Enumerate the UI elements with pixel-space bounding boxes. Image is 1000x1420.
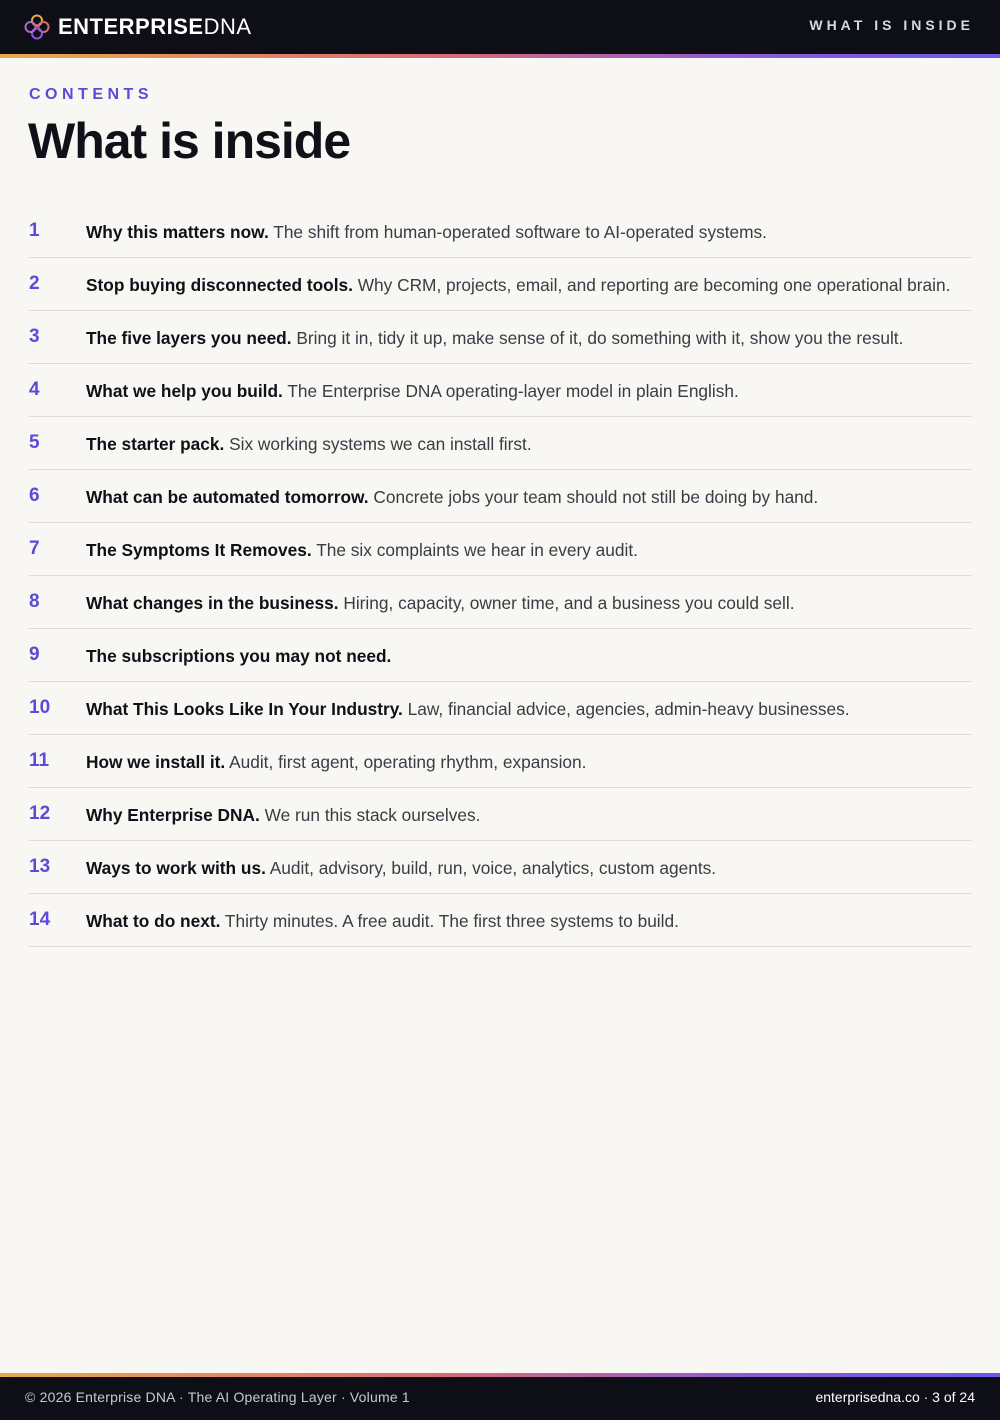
toc-number: 11 — [29, 750, 50, 771]
toc-number: 5 — [29, 432, 40, 453]
toc-item[interactable] — [29, 523, 972, 576]
toc-description: The Enterprise DNA operating-layer model in plain English. — [287, 381, 739, 401]
toc-item[interactable] — [29, 417, 972, 470]
toc-entry — [86, 855, 972, 881]
toc-entry — [86, 643, 972, 669]
toc-description: Hiring, capacity, owner time, and a business you could sell. — [343, 593, 795, 613]
toc-heading: Stop buying disconnected tools. — [86, 275, 353, 295]
toc-description: Bring it in, tidy it up, make sense of it, do something with it, show you the result. — [296, 328, 904, 348]
toc-entry — [86, 537, 972, 563]
toc-description: Concrete jobs your team should not still be doing by hand. — [373, 487, 819, 507]
toc-entry — [86, 484, 972, 510]
toc-entry — [86, 378, 972, 404]
toc-number: 13 — [29, 856, 51, 877]
toc-number: 14 — [29, 909, 51, 930]
toc-entry — [86, 749, 972, 775]
toc-number: 2 — [29, 273, 40, 294]
page-title: What is inside — [28, 113, 351, 169]
toc-entry — [86, 696, 972, 722]
toc-entry — [86, 590, 972, 616]
toc-item[interactable] — [29, 682, 972, 735]
toc-description: Why CRM, projects, email, and reporting are becoming one operational brain. — [357, 275, 951, 295]
logo-wordmark-light: DNA — [203, 14, 252, 39]
footer-copyright: © 2026 Enterprise DNA · The AI Operating Layer · Volume 1 — [25, 1389, 410, 1405]
toc-description: Law, financial advice, agencies, admin-heavy businesses. — [407, 699, 850, 719]
toc-heading: Ways to work with us. — [86, 858, 266, 878]
toc-number: 10 — [29, 697, 51, 718]
toc-heading: The starter pack. — [86, 434, 225, 454]
footer-site-and-page[interactable]: enterprisedna.co · 3 of 24 — [815, 1389, 975, 1405]
toc-heading: The subscriptions you may not need. — [86, 646, 392, 666]
logo-wordmark — [58, 14, 252, 40]
toc-item[interactable] — [29, 735, 972, 788]
toc-item[interactable] — [29, 364, 972, 417]
toc-entry — [86, 272, 972, 298]
toc-item[interactable] — [29, 629, 972, 682]
eyebrow-label: CONTENTS — [29, 86, 153, 103]
toc-number: 7 — [29, 538, 40, 559]
toc-heading: How we install it. — [86, 752, 226, 772]
toc-item[interactable] — [29, 258, 972, 311]
toc-description: Thirty minutes. A free audit. The first three systems to build. — [224, 911, 679, 931]
table-of-contents — [29, 205, 972, 947]
toc-entry — [86, 802, 972, 828]
toc-heading: The Symptoms It Removes. — [86, 540, 312, 560]
toc-heading: What changes in the business. — [86, 593, 339, 613]
toc-heading: What can be automated tomorrow. — [86, 487, 369, 507]
toc-entry — [86, 431, 972, 457]
toc-number: 1 — [29, 220, 40, 241]
toc-number: 6 — [29, 485, 40, 506]
toc-number: 9 — [29, 644, 40, 665]
toc-item[interactable] — [29, 894, 972, 947]
logo-wordmark-bold: ENTERPRISE — [58, 14, 204, 39]
toc-number: 12 — [29, 803, 51, 824]
toc-item[interactable] — [29, 470, 972, 523]
toc-item[interactable] — [29, 576, 972, 629]
section-label: WHAT IS INSIDE — [809, 17, 974, 33]
toc-heading: The five layers you need. — [86, 328, 292, 348]
toc-description: We run this stack ourselves. — [264, 805, 481, 825]
toc-entry — [86, 908, 972, 934]
dna-logo-icon — [24, 14, 50, 40]
toc-heading: What This Looks Like In Your Industry. — [86, 699, 403, 719]
toc-entry — [86, 219, 972, 245]
toc-entry — [86, 325, 972, 351]
toc-description: Six working systems we can install first. — [229, 434, 532, 454]
toc-item[interactable] — [29, 788, 972, 841]
toc-heading: Why this matters now. — [86, 222, 269, 242]
toc-description: The shift from human-operated software to AI-operated systems. — [273, 222, 767, 242]
toc-description: Audit, first agent, operating rhythm, expansion. — [229, 752, 587, 772]
toc-number: 8 — [29, 591, 40, 612]
toc-heading: What to do next. — [86, 911, 221, 931]
toc-description: The six complaints we hear in every audit. — [316, 540, 638, 560]
toc-number: 3 — [29, 326, 40, 347]
toc-description: Audit, advisory, build, run, voice, analytics, custom agents. — [269, 858, 717, 878]
toc-item[interactable] — [29, 311, 972, 364]
toc-number: 4 — [29, 379, 40, 400]
toc-heading: What we help you build. — [86, 381, 283, 401]
toc-item[interactable] — [29, 205, 972, 258]
toc-heading: Why Enterprise DNA. — [86, 805, 260, 825]
header-gradient-divider — [0, 54, 1000, 58]
top-bar — [0, 0, 1000, 54]
enterprise-dna-logo[interactable] — [24, 13, 252, 41]
toc-item[interactable] — [29, 841, 972, 894]
